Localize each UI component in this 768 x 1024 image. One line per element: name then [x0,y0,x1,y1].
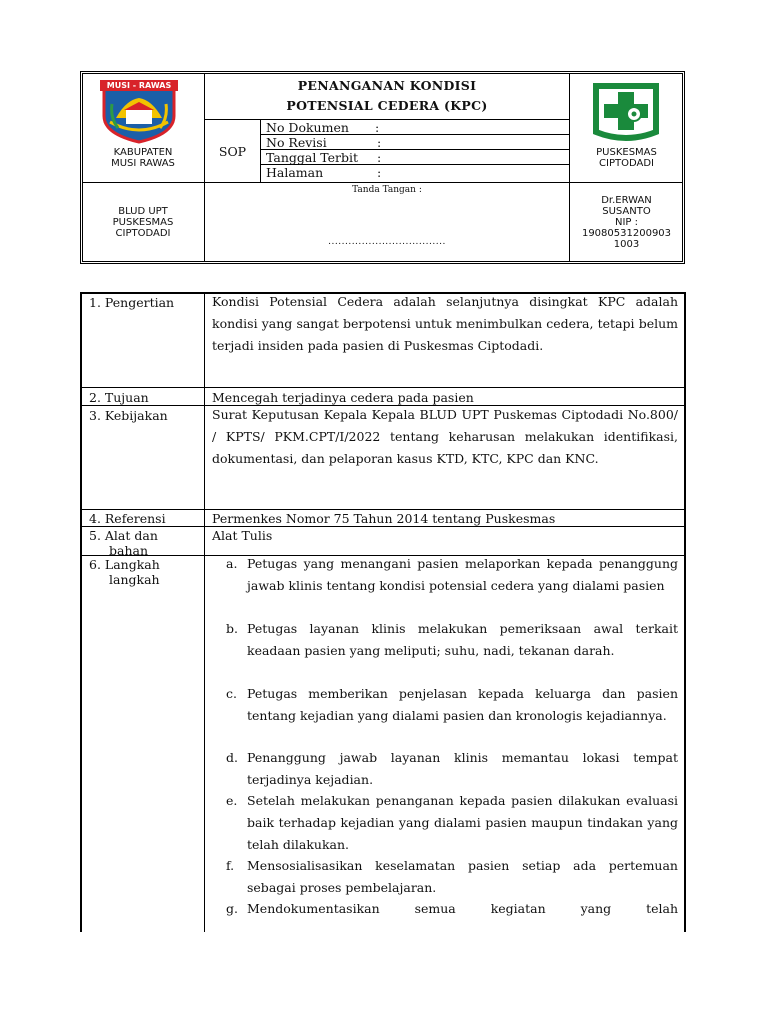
step-letter: d. [226,750,238,765]
blud-line: BLUD UPT [118,206,168,217]
row-divider [80,509,686,510]
field-colon: : [377,135,382,150]
step-text: Mendokumentasikan semua kegiatan yang telah [247,901,678,916]
field-tanggal-terbit: Tanggal Terbit [266,150,359,165]
field-colon: : [375,120,380,135]
header-divider [204,119,569,120]
langkah-label-line: langkah [109,572,160,587]
step-letter: g. [226,901,238,916]
step-text: Petugas yang menangani pasien melaporkan kepada penanggung jawab klinis tentang kondisi potensial cedera yang dialami pasien [247,556,678,593]
step-text: Setelah melakukan penanganan kepada pasien dilakukan evaluasi baik terhadap kejadian yang dialami pasien maupun tindakan yang telah dilakukan. [247,793,678,852]
alat-label [89,528,158,558]
field-halaman: Halaman [266,165,324,180]
doctor-line: Dr.ERWAN [601,195,652,206]
kabupaten-label [82,147,204,169]
referensi-text: Permenkes Nomor 75 Tahun 2014 tentang Puskesmas [212,511,556,526]
header-divider [82,182,683,183]
step-text: Petugas memberikan penjelasan kepada keluarga dan pasien tentang kejadian yang dialami pasien dan kronologis kejadiannya. [247,686,678,723]
musi-rawas-logo [96,78,182,144]
step-text: Penanggung jawab layanan klinis memantau lokasi tempat terjadinya kejadian. [247,750,678,787]
doctor-line: NIP : [614,217,638,228]
pengertian-label: 1. Pengertian [89,295,175,310]
step-letter: e. [226,793,238,808]
column-divider [204,292,205,932]
signature-label: Tanda Tangan : [352,185,422,195]
tujuan-text: Mencegah terjadinya cedera pada pasien [212,390,474,405]
alat-text: Alat Tulis [212,528,273,543]
blud-line: PUSKESMAS [112,217,174,228]
step-letter: b. [226,621,238,636]
doctor-line: SUSANTO [602,206,651,217]
blud-label [82,206,204,239]
kabupaten-line: MUSI RAWAS [111,158,175,169]
langkah-label-line: 6. Langkah [89,557,160,572]
doctor-line: 1003 [613,239,640,250]
puskesmas-line: CIPTODADI [599,158,654,169]
doctor-info [570,195,683,250]
field-colon: : [377,150,382,165]
alat-label-line: 5. Alat dan [89,528,158,543]
blud-line: CIPTODADI [115,228,171,239]
tujuan-label: 2. Tujuan [89,390,149,405]
langkah-label [89,557,160,587]
referensi-label: 4. Referensi [89,511,166,526]
puskesmas-logo [590,78,662,144]
alat-label-line: bahan [109,543,149,558]
step-letter: a. [226,556,238,571]
sop-label: SOP [218,144,247,159]
sop-title-line1: PENANGANAN KONDISI [297,78,477,93]
kebijakan-label: 3. Kebijakan [89,408,168,423]
row-divider [80,387,686,388]
kabupaten-line: KABUPATEN [113,147,173,158]
sop-title-line2: POTENSIAL CEDERA (KPC) [286,98,488,113]
pengertian-text: Kondisi Potensial Cedera adalah selanjutnya disingkat KPC adalah kondisi yang sangat berpotensi untuk menimbulkan cedera, tetapi belum terjadi insiden pada pasien di Puskesmas Ciptodadi. [212,294,678,353]
step-text: Mensosialisasikan keselamatan pasien setiap ada pertemuan sebagai proses pembelajaran. [247,858,678,895]
header-divider [260,119,261,182]
field-colon: : [377,165,382,180]
row-divider [80,526,686,527]
step-letter: f. [226,858,235,873]
puskesmas-line: PUSKESMAS [596,147,657,158]
logo-banner-text: MUSI - RAWAS [106,81,172,90]
kebijakan-text: Surat Keputusan Kepala Kepala BLUD UPT Puskemas Ciptodadi No.800/ / KPTS/ PKM.CPT/I/2022 tentang keharusan melakukan identifikasi, dokumentasi, dan pelaporan kasus KTD, KTC, KPC dan KNC. [212,407,718,466]
doctor-line: 19080531200903 [581,228,672,239]
field-no-dokumen: No Dokumen [266,120,349,135]
signature-line: ................................... [328,237,446,247]
puskesmas-label [570,147,683,169]
step-letter: c. [226,686,237,701]
field-no-revisi: No Revisi [266,135,327,150]
step-text: Petugas layanan klinis melakukan pemeriksaan awal terkait keadaan pasien yang meliputi; suhu, nadi, tekanan darah. [247,621,678,658]
